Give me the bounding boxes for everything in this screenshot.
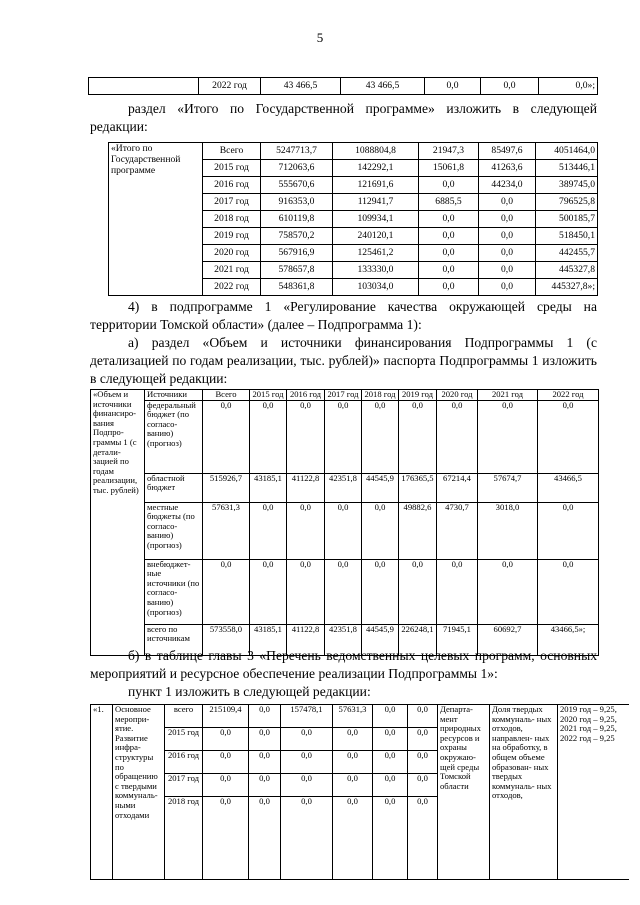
cell: 2018 год [165, 797, 203, 880]
cell: 43466,5 [538, 473, 599, 502]
cell: 0,0 [203, 797, 249, 880]
cell: 0,0 [408, 728, 438, 751]
table-continuation [88, 77, 598, 95]
cell: 2015 год [250, 390, 287, 401]
cell: 43185,1 [250, 473, 287, 502]
cell: 43 466,5 [261, 78, 341, 95]
cell: Источники [145, 390, 203, 401]
cell: 518450,1 [536, 228, 598, 245]
paragraph-itogo: раздел «Итого по Государственной программе» изложить в следующей редакции: [90, 101, 597, 134]
cell: 2016 год [287, 390, 325, 401]
cell: 0,0 [281, 797, 333, 880]
table-row [89, 78, 598, 95]
cell: 226248,1 [399, 624, 437, 655]
cell: 389745,0 [536, 177, 598, 194]
cell: 121691,6 [333, 177, 419, 194]
cell: 0,0 [419, 177, 479, 194]
cell: 15061,8 [419, 160, 479, 177]
table-row [109, 143, 598, 160]
cell: 67214,4 [437, 473, 478, 502]
cell: 0,0 [333, 774, 373, 797]
cell: 103034,0 [333, 279, 419, 296]
indicator-value: 2022 год – 9,25 [560, 732, 615, 743]
cell: 2017 год [325, 390, 362, 401]
table-row [91, 559, 599, 624]
cell: 176365,5 [399, 473, 437, 502]
cell: 2015 год [165, 728, 203, 751]
cell: 0,0 [281, 751, 333, 774]
cell: 0,0 [478, 559, 538, 624]
cell: 548361,8 [261, 279, 333, 296]
cell: 442455,7 [536, 245, 598, 262]
cell: 0,0 [203, 400, 250, 473]
cell: 0,0 [419, 279, 479, 296]
cell: 0,0 [287, 502, 325, 559]
cell: 0,0 [362, 559, 399, 624]
cell: 0,0 [419, 245, 479, 262]
cell: 0,0 [373, 751, 408, 774]
cell: 0,0 [203, 559, 250, 624]
paragraph-item-1: пункт 1 изложить в следующей редакции: [128, 684, 371, 699]
cell: 0,0 [362, 502, 399, 559]
cell: 0,0 [479, 228, 536, 245]
table-row [91, 705, 629, 728]
cell: 0,0 [250, 502, 287, 559]
cell: 758570,2 [261, 228, 333, 245]
table-row [91, 390, 599, 401]
cell: 2017 год [203, 194, 261, 211]
cell: 445327,8»; [536, 279, 598, 296]
cell: 2019 год [399, 390, 437, 401]
cell: 0,0 [287, 400, 325, 473]
cell: 0,0 [481, 78, 539, 95]
cell: 515926,7 [203, 473, 250, 502]
cell: 0,0 [419, 211, 479, 228]
cell: 0,0 [479, 211, 536, 228]
cell: 2020 год [203, 245, 261, 262]
activity-name: Основное меропри- ятие. Развитие инфра- структуры по обращению с твердыми коммуналь- ными отходами [113, 705, 165, 880]
cell: 2016 год [203, 177, 261, 194]
cell: 0,0 [373, 705, 408, 728]
paragraph-subprogram: 4) в подпрограмме 1 «Регулирование качества окружающей среды на территории Томской области» (далее – Подпрограмма 1): [90, 299, 597, 332]
cell: 157478,1 [281, 705, 333, 728]
cell: Всего [203, 390, 250, 401]
indicator-values [558, 705, 629, 880]
cell: 0,0 [538, 400, 599, 473]
cell: 42351,8 [325, 624, 362, 655]
cell: 0,0 [203, 751, 249, 774]
cell: 445327,8 [536, 262, 598, 279]
cell: 5247713,7 [261, 143, 333, 160]
cell: 555670,6 [261, 177, 333, 194]
cell: 57631,3 [333, 705, 373, 728]
cell: 2021 год [203, 262, 261, 279]
cell: 240120,1 [333, 228, 419, 245]
cell: 0,0 [203, 774, 249, 797]
cell: 0,0 [333, 751, 373, 774]
cell: 44234,0 [479, 177, 536, 194]
cell: 0,0 [362, 400, 399, 473]
cell: внебюджет- ные источники (по согласо- ванию) (прогноз) [145, 559, 203, 624]
indicator-value: 2020 год – 9,25, [560, 713, 617, 724]
cell: 0,0 [249, 774, 281, 797]
cell: 0,0 [333, 728, 373, 751]
cell: 2019 год [203, 228, 261, 245]
cell: местные бюджеты (по согласо- ванию) (прогноз) [145, 502, 203, 559]
cell: 57674,7 [478, 473, 538, 502]
cell: 0,0 [333, 797, 373, 880]
cell: 0,0 [203, 728, 249, 751]
cell: 142292,1 [333, 160, 419, 177]
cell: 2018 год [203, 211, 261, 228]
cell: 42351,8 [325, 473, 362, 502]
indicator: Доля твердых коммуналь- ных отходов, направлен- ных на обработку, в общем объеме образован- ных твердых коммуналь- ных отходов, [490, 705, 558, 880]
cell: 0,0 [325, 559, 362, 624]
cell: 0,0 [425, 78, 481, 95]
cell: 1088804,8 [333, 143, 419, 160]
cell: 0,0 [250, 559, 287, 624]
cell: 0,0 [287, 559, 325, 624]
cell: 43 466,5 [341, 78, 425, 95]
cell: 44545,9 [362, 473, 399, 502]
cell: 2015 год [203, 160, 261, 177]
paragraph-section-a: а) раздел «Объем и источники финансирования Подпрограммы 1 (с детализацией по годам реализации, тыс. рублей)» паспорта Подпрограммы 1 изложить в следующей редакции: [90, 335, 597, 386]
cell: 0,0 [373, 797, 408, 880]
cell [89, 78, 199, 95]
cell: 0,0 [437, 400, 478, 473]
cell: «1. [91, 705, 113, 880]
cell: 215109,4 [203, 705, 249, 728]
cell: 2020 год [437, 390, 478, 401]
cell: 2021 год [478, 390, 538, 401]
cell: 610119,8 [261, 211, 333, 228]
cell: 567916,9 [261, 245, 333, 262]
cell: 44545,9 [362, 624, 399, 655]
cell: 712063,6 [261, 160, 333, 177]
cell: 85497,6 [479, 143, 536, 160]
cell: 21947,3 [419, 143, 479, 160]
page-number: 5 [316, 30, 324, 45]
cell: 0,0 [325, 502, 362, 559]
cell: 0,0 [373, 774, 408, 797]
cell: 41122,8 [287, 473, 325, 502]
cell: 0,0 [538, 502, 599, 559]
cell: 0,0 [399, 400, 437, 473]
cell: 41263,6 [479, 160, 536, 177]
cell: 0,0 [479, 262, 536, 279]
cell: 43466,5»; [538, 624, 599, 655]
cell: 71945,1 [437, 624, 478, 655]
cell: 0,0 [419, 228, 479, 245]
table-row [91, 502, 599, 559]
row-label: «Итого по Государственной программе [109, 143, 203, 296]
table-itogo [108, 142, 598, 296]
cell: 0,0 [478, 400, 538, 473]
cell: 0,0»; [539, 78, 598, 95]
indicator-value: 2021 год – 9,25, [560, 723, 617, 734]
cell: 0,0 [399, 559, 437, 624]
cell: областной бюджет [145, 473, 203, 502]
cell: 0,0 [437, 559, 478, 624]
paragraph-section-b: б) в таблице главы 3 «Перечень ведомственных целевых программ, основных мероприятий и ресурсное обеспечение реализации Подпрограммы 1»: [90, 648, 597, 681]
row-label: «Объем и источники финансиро- вания Подпро- граммы 1 (с детали- зацией по годам реализации, тыс. рублей) [91, 390, 145, 656]
cell: 0,0 [408, 774, 438, 797]
cell: 60692,7 [478, 624, 538, 655]
cell: 2022 год [538, 390, 599, 401]
cell: 2016 год [165, 751, 203, 774]
cell: 2022 год [203, 279, 261, 296]
cell: 0,0 [281, 774, 333, 797]
table-item-1 [90, 704, 629, 880]
cell: 2017 год [165, 774, 203, 797]
cell: 0,0 [249, 705, 281, 728]
cell: 0,0 [249, 751, 281, 774]
cell: 3018,0 [478, 502, 538, 559]
cell: Всего [203, 143, 261, 160]
cell: 4051464,0 [536, 143, 598, 160]
cell: 573558,0 [203, 624, 250, 655]
cell: 0,0 [408, 705, 438, 728]
cell: 0,0 [249, 728, 281, 751]
cell: 0,0 [281, 728, 333, 751]
cell: 4730,7 [437, 502, 478, 559]
executor: Департа- мент природных ресурсов и охраны окружаю- щей среды Томской области [438, 705, 490, 880]
cell: федеральный бюджет (по согласо- ванию) (прогноз) [145, 400, 203, 473]
table-row [91, 400, 599, 473]
cell: 0,0 [479, 194, 536, 211]
cell: 0,0 [479, 279, 536, 296]
cell: 500185,7 [536, 211, 598, 228]
cell: 0,0 [419, 262, 479, 279]
cell: 133330,0 [333, 262, 419, 279]
cell: всего [165, 705, 203, 728]
cell: 0,0 [373, 728, 408, 751]
cell: 57631,3 [203, 502, 250, 559]
cell: 0,0 [325, 400, 362, 473]
cell: 0,0 [479, 245, 536, 262]
cell: 513446,1 [536, 160, 598, 177]
cell: 112941,7 [333, 194, 419, 211]
cell: 0,0 [249, 797, 281, 880]
cell: 916353,0 [261, 194, 333, 211]
cell: 2022 год [199, 78, 261, 95]
cell: 578657,8 [261, 262, 333, 279]
cell: 2018 год [362, 390, 399, 401]
indicator-value: 2019 год – 9,25, [560, 704, 617, 714]
table-financing [90, 389, 599, 656]
cell: 43185,1 [250, 624, 287, 655]
cell: 125461,2 [333, 245, 419, 262]
table-row [91, 473, 599, 502]
cell: 0,0 [538, 559, 599, 624]
cell: 0,0 [408, 751, 438, 774]
cell: 41122,8 [287, 624, 325, 655]
cell: всего по источникам [145, 624, 203, 655]
cell: 0,0 [250, 400, 287, 473]
cell: 0,0 [408, 797, 438, 880]
cell: 6885,5 [419, 194, 479, 211]
cell: 49882,6 [399, 502, 437, 559]
cell: 109934,1 [333, 211, 419, 228]
cell: 796525,8 [536, 194, 598, 211]
